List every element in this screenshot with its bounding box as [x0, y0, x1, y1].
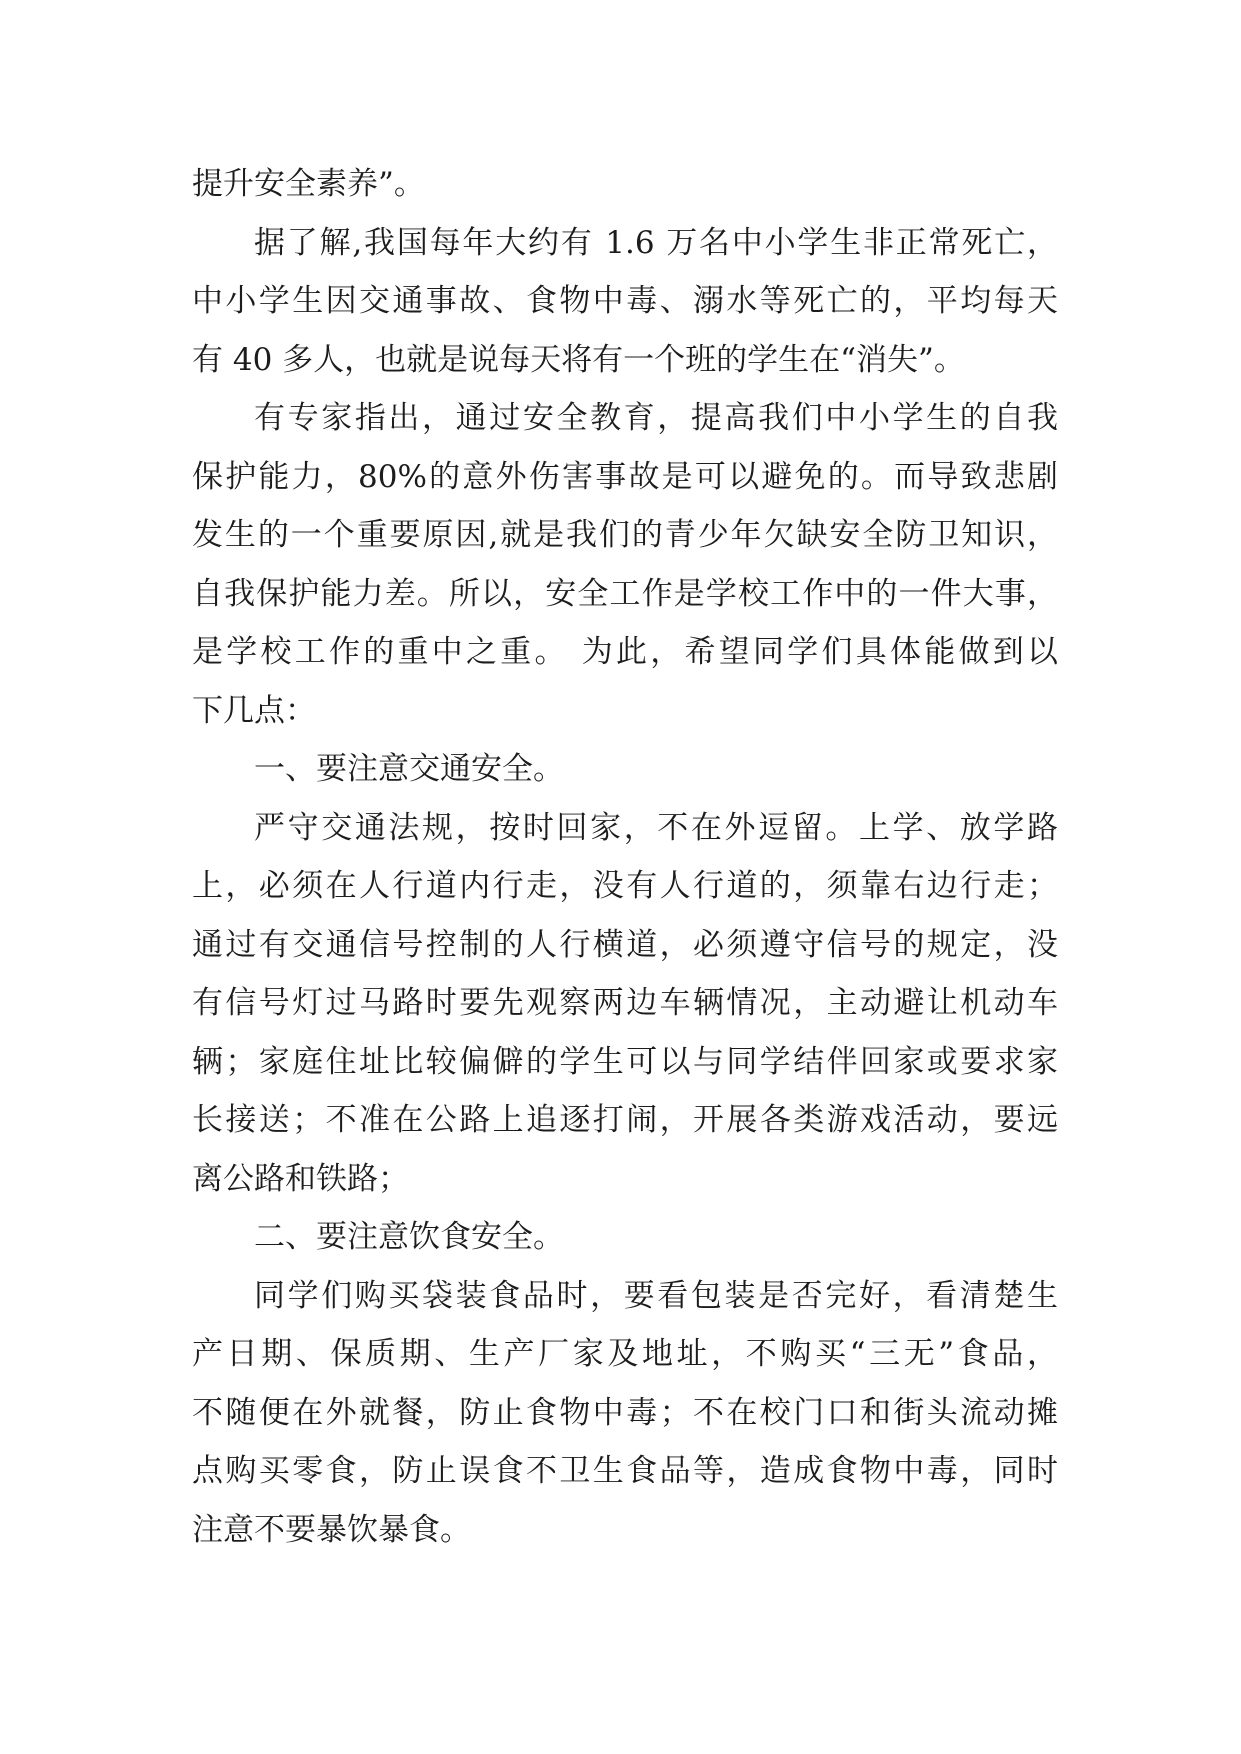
- text-line: 据了解,我国每年大约有 1.6 万名中小学生非正常死亡，: [254, 224, 1058, 261]
- paragraph-statistics: [192, 214, 1058, 390]
- text-line: 有信号灯过马路时要先观察两边车辆情况，主动避让机动车: [192, 985, 1058, 1021]
- text-line: 严守交通法规，按时回家，不在外逗留。上学、放学路: [254, 809, 1058, 846]
- section-heading-food-safety: [192, 1208, 1058, 1267]
- paragraph-expert-opinion: [192, 389, 1058, 740]
- text-line: 产日期、保质期、生产厂家及地址，不购买“三无”食品，: [192, 1336, 1058, 1372]
- paragraph-traffic-safety: [192, 799, 1058, 1209]
- text-line: 上，必须在人行道内行走，没有人行道的，须靠右边行走；: [192, 868, 1058, 904]
- text-line: 注意不要暴饮暴食。: [192, 1511, 471, 1548]
- paragraph-continued: [192, 155, 1058, 214]
- text-line: 辆；家庭住址比较偏僻的学生可以与同学结伴回家或要求家: [192, 1043, 1058, 1080]
- text-line: 有专家指出，通过安全教育，提高我们中小学生的自我: [254, 400, 1058, 436]
- text-line: 提升安全素养”。: [192, 166, 425, 202]
- text-line: 中小学生因交通事故、食物中毒、溺水等死亡的，平均每天: [192, 283, 1058, 319]
- text-line: 通过有交通信号控制的人行横道，必须遵守信号的规定，没: [192, 926, 1058, 963]
- text-line: 自我保护能力差。所以，安全工作是学校工作中的一件大事，: [192, 575, 1058, 612]
- text-line: 长接送；不准在公路上追逐打闹，开展各类游戏活动，要远: [192, 1102, 1058, 1138]
- text-line: 发生的一个重要原因,就是我们的青少年欠缺安全防卫知识，: [192, 517, 1058, 553]
- section-heading: 一、要注意交通安全。: [254, 751, 564, 787]
- document-body: [192, 155, 1058, 1559]
- text-line: 离公路和铁路；: [192, 1160, 409, 1197]
- section-heading-traffic-safety: [192, 740, 1058, 799]
- text-line: 有 40 多人，也就是说每天将有一个班的学生在“消失”。: [192, 341, 965, 378]
- text-line: 是学校工作的重中之重。 为此，希望同学们具体能做到以: [192, 634, 1058, 670]
- text-line: 保护能力，80%的意外伤害事故是可以避免的。而导致悲剧: [192, 458, 1058, 495]
- text-line: 点购买零食，防止误食不卫生食品等，造成食物中毒，同时: [192, 1453, 1058, 1489]
- text-line: 同学们购买袋装食品时，要看包装是否完好，看清楚生: [254, 1277, 1058, 1314]
- text-line: 下几点：: [192, 692, 316, 729]
- text-line: 不随便在外就餐，防止食物中毒；不在校门口和街头流动摊: [192, 1394, 1058, 1431]
- section-heading: 二、要注意饮食安全。: [254, 1219, 564, 1255]
- paragraph-food-safety: [192, 1267, 1058, 1560]
